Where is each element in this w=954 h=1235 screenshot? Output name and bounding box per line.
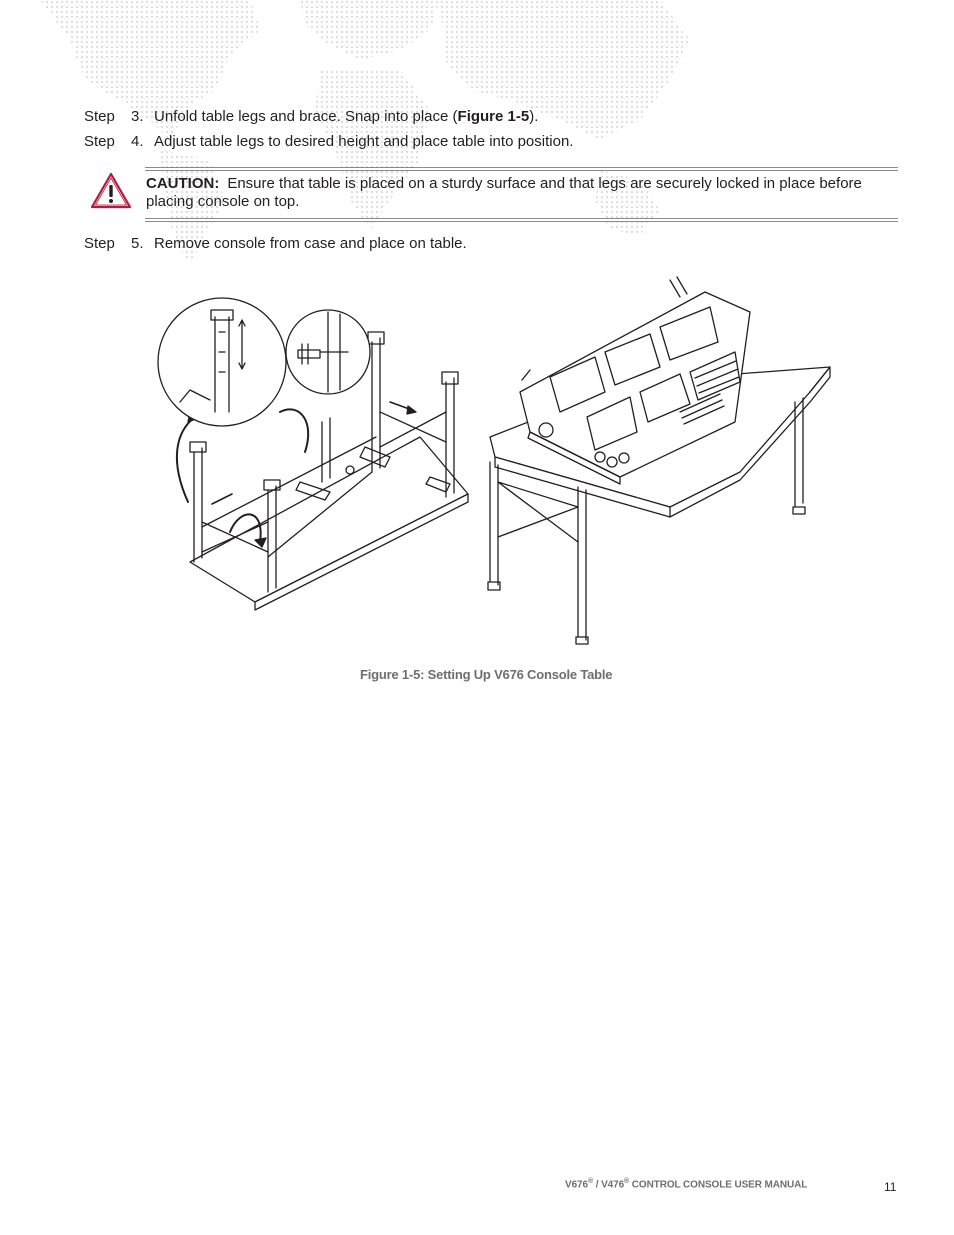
caution-rule-top-2 [145, 170, 898, 171]
step-label: Step [84, 235, 115, 252]
figure-caption: Figure 1-5: Setting Up V676 Console Table [360, 667, 613, 682]
leg-height-detail-circle [158, 298, 286, 426]
registered-mark: ® [587, 1178, 594, 1185]
step-number: 5. [131, 235, 144, 252]
table-setup-illustration [150, 272, 840, 657]
registered-mark: ® [624, 1178, 630, 1185]
step-text: Remove console from case and place on table. [154, 235, 467, 252]
step-text: Adjust table legs to desired height and place table into position. [154, 133, 574, 150]
step-4 [84, 133, 573, 151]
step-5 [84, 235, 467, 253]
warning-triangle-icon [90, 172, 132, 210]
step-label: Step [84, 108, 115, 125]
manual-title-text: CONTROL CONSOLE USER MANUAL [629, 1179, 808, 1191]
model-separator: / [593, 1179, 602, 1191]
model-v676: V676 [565, 1179, 588, 1191]
step-number: 4. [131, 133, 144, 150]
caution-rule-bottom-2 [145, 221, 898, 222]
step-text-end: ). [529, 108, 539, 125]
step-number: 3. [131, 108, 144, 125]
caution-keyword: CAUTION: [146, 175, 220, 192]
caution-rule-bottom [145, 218, 898, 219]
step-3 [84, 108, 538, 126]
model-v476: V476 [601, 1179, 625, 1191]
figure-reference-link[interactable]: Figure 1-5 [457, 108, 530, 125]
caution-body: Ensure that table is placed on a sturdy surface and that legs are securely locked in place before placing console on top. [146, 175, 862, 210]
step-label: Step [84, 133, 115, 150]
step-text: Unfold table legs and brace. Snap into place ( [154, 108, 458, 125]
assembled-table-with-console [488, 277, 830, 644]
manual-title [565, 1178, 807, 1190]
page-number: 11 [884, 1180, 897, 1194]
caution-note [146, 175, 898, 211]
caution-rule-top [145, 167, 898, 168]
